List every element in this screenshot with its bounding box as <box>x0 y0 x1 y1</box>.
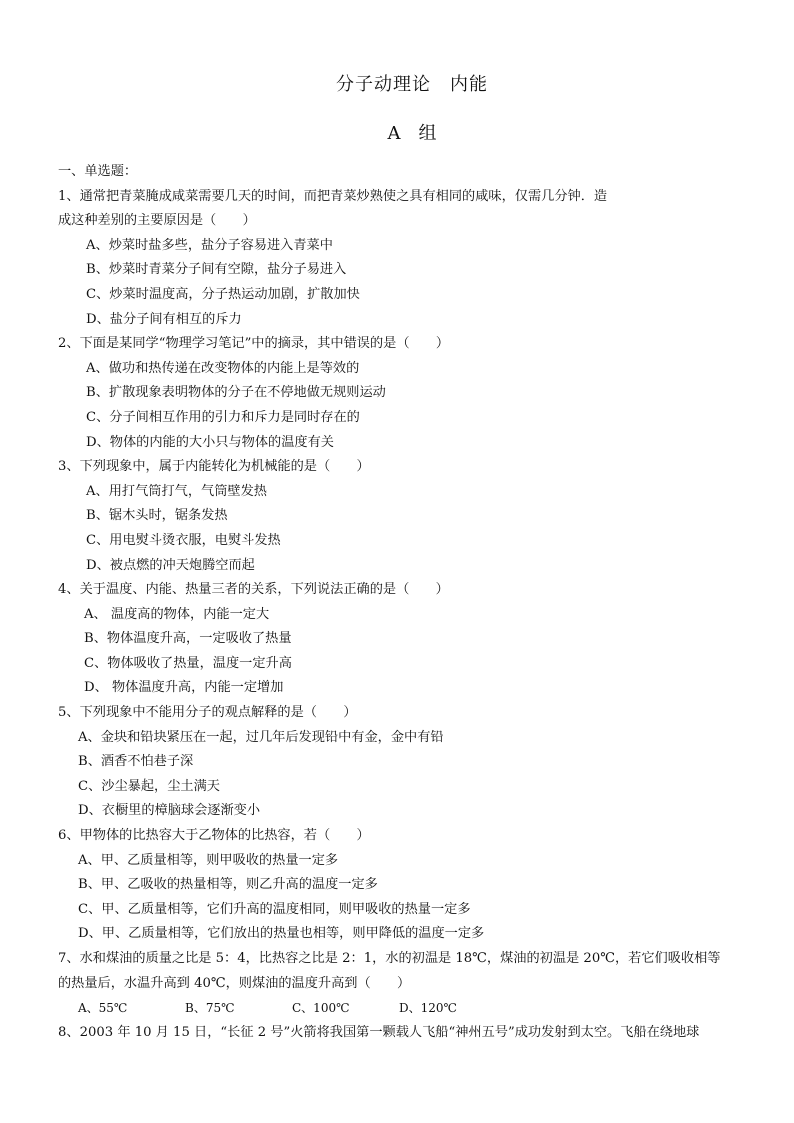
option-c: C、物体吸收了热量，温度一定升高 <box>84 655 292 671</box>
option-a: A、55℃ <box>78 1001 128 1016</box>
option-d: D、衣橱里的樟脑球会逐渐变小 <box>78 803 261 819</box>
question-1 <box>58 185 748 333</box>
question-3 <box>58 455 748 578</box>
group-heading: A 组 <box>387 123 437 144</box>
option-b: B、炒菜时青菜分子间有空隙，盐分子易进入 <box>86 262 347 278</box>
question-stem: 8、2003 年 10 月 15 日，“长征 2 号”火箭将我国第一颗载人飞船“神州五号”成功发射到太空。飞船在绕地球 <box>58 1024 700 1040</box>
option-c: C、分子间相互作用的引力和斥力是同时存在的 <box>86 409 360 425</box>
option-c: C、沙尘暴起，尘土满天 <box>78 778 220 794</box>
option-b: B、锯木头时，锯条发热 <box>86 508 228 524</box>
question-2 <box>58 332 748 455</box>
option-b: B、酒香不怕巷子深 <box>78 754 194 770</box>
page-title: 分子动理论 内能 <box>336 74 488 95</box>
option-d: D、盐分子间有相互的斥力 <box>86 311 242 327</box>
option-row <box>58 996 748 1021</box>
question-stem: 3、下列现象中，属于内能转化为机械能的是（ ） <box>58 459 370 475</box>
question-stem: 的热量后，水温升高到 40℃，则煤油的温度升高到（ ） <box>58 975 411 991</box>
question-8 <box>58 1021 748 1046</box>
option-d: D、120℃ <box>399 1001 457 1016</box>
option-c: C、炒菜时温度高，分子热运动加剧，扩散加快 <box>86 286 360 302</box>
question-stem: 1、通常把青菜腌成咸菜需要几天的时间，而把青菜炒熟使之具有相同的咸味，仅需几分钟．造 <box>58 188 608 204</box>
option-d: D、被点燃的冲天炮腾空而起 <box>86 557 255 573</box>
option-a: A、 温度高的物体，内能一定大 <box>84 606 270 622</box>
option-a: A、用打气筒打气，气筒壁发热 <box>86 483 267 499</box>
question-stem: 成这种差别的主要原因是（ ） <box>58 213 256 229</box>
question-7 <box>58 947 748 1021</box>
question-5 <box>58 701 748 824</box>
question-stem: 7、水和煤油的质量之比是 5：4，比热容之比是 2：1，水的初温是 18℃，煤油的初温是 20℃，若它们吸收相等 <box>58 951 721 966</box>
question-stem: 6、甲物体的比热容大于乙物体的比热容，若（ ） <box>58 828 370 844</box>
question-6 <box>58 824 748 947</box>
question-stem: 2、下面是某同学“物理学习笔记”中的摘录，其中错误的是（ ） <box>58 336 450 352</box>
option-d: D、甲、乙质量相等，它们放出的热量也相等，则甲降低的温度一定多 <box>78 926 485 942</box>
option-d: D、物体的内能的大小只与物体的温度有关 <box>86 434 334 450</box>
option-a: A、金块和铅块紧压在一起，过几年后发现铅中有金，金中有铅 <box>78 729 444 745</box>
option-a: A、甲、乙质量相等，则甲吸收的热量一定多 <box>78 852 339 868</box>
option-b: B、甲、乙吸收的热量相等，则乙升高的温度一定多 <box>78 877 378 893</box>
option-b: B、物体温度升高，一定吸收了热量 <box>84 631 292 647</box>
question-stem: 4、关于温度、内能、热量三者的关系，下列说法正确的是（ ） <box>58 582 449 598</box>
question-4 <box>58 578 748 701</box>
option-c: C、用电熨斗烫衣服，电熨斗发热 <box>86 532 281 548</box>
option-d: D、 物体温度升高，内能一定增加 <box>84 680 284 696</box>
option-c: C、甲、乙质量相等，它们升高的温度相同，则甲吸收的热量一定多 <box>78 901 471 917</box>
section-heading: 一、单选题： <box>58 164 138 179</box>
option-b: B、75℃ <box>185 1001 235 1016</box>
option-a: A、做功和热传递在改变物体的内能上是等效的 <box>86 360 360 376</box>
option-b: B、扩散现象表明物体的分子在不停地做无规则运动 <box>86 385 386 401</box>
option-c: C、100℃ <box>292 1001 350 1016</box>
question-stem: 5、下列现象中不能用分子的观点解释的是（ ） <box>58 705 357 721</box>
question-list <box>58 160 748 1045</box>
option-a: A、炒菜时盐多些，盐分子容易进入青菜中 <box>86 237 333 253</box>
